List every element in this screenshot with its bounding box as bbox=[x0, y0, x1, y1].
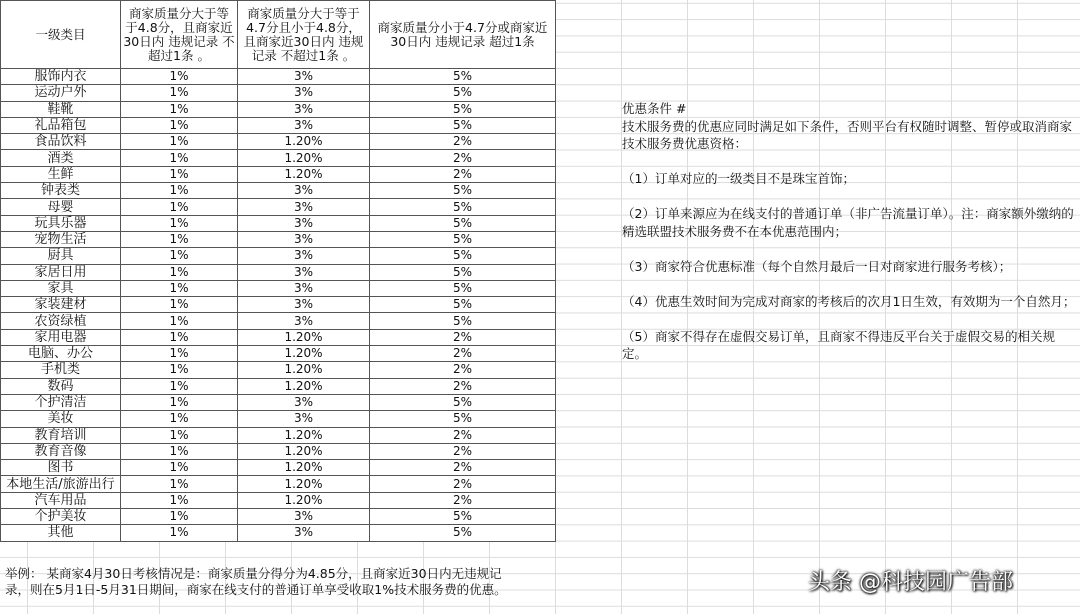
cell-rate-tier-1: 1% bbox=[121, 492, 238, 508]
cell-rate-tier-2: 1.20% bbox=[238, 166, 370, 182]
table-row bbox=[1, 199, 556, 215]
example-line-1: 举例： 某商家4月30日考核情况是：商家质量分得分为4.85分，且商家近30日内无违规记 bbox=[5, 566, 502, 581]
cell-rate-tier-2: 1.20% bbox=[238, 492, 370, 508]
cell-rate-tier-1: 1% bbox=[121, 85, 238, 101]
cell-rate-tier-3: 5% bbox=[370, 183, 556, 199]
cell-rate-tier-2: 1.20% bbox=[238, 476, 370, 492]
cell-category: 其他 bbox=[1, 525, 121, 541]
cell-rate-tier-2: 3% bbox=[238, 183, 370, 199]
table-row bbox=[1, 150, 556, 166]
cell-rate-tier-3: 2% bbox=[370, 329, 556, 345]
cell-category: 母婴 bbox=[1, 199, 121, 215]
table-row bbox=[1, 264, 556, 280]
cell-category: 家具 bbox=[1, 280, 121, 296]
cell-category: 玩具乐器 bbox=[1, 215, 121, 231]
table-row bbox=[1, 460, 556, 476]
cell-rate-tier-3: 5% bbox=[370, 199, 556, 215]
cell-rate-tier-2: 1.20% bbox=[238, 443, 370, 459]
condition-item-3: （3）商家符合优惠标准（每个自然月最后一日对商家进行服务考核）； bbox=[622, 258, 1012, 274]
cell-rate-tier-2: 3% bbox=[238, 313, 370, 329]
cell-category: 农资绿植 bbox=[1, 313, 121, 329]
cell-rate-tier-3: 5% bbox=[370, 215, 556, 231]
cell-category: 食品饮料 bbox=[1, 134, 121, 150]
table-row bbox=[1, 231, 556, 247]
cell-rate-tier-3: 2% bbox=[370, 492, 556, 508]
cell-category: 鞋靴 bbox=[1, 101, 121, 117]
cell-category: 数码 bbox=[1, 378, 121, 394]
conditions-title: 优惠条件 # bbox=[622, 101, 687, 116]
cell-rate-tier-1: 1% bbox=[121, 443, 238, 459]
condition-item-4: （4）优惠生效时间为完成对商家的考核后的次月1日生效，有效期为一个自然月； bbox=[622, 293, 1076, 309]
cell-category: 厨具 bbox=[1, 248, 121, 264]
cell-rate-tier-2: 3% bbox=[238, 117, 370, 133]
cell-rate-tier-3: 5% bbox=[370, 313, 556, 329]
cell-rate-tier-3: 5% bbox=[370, 85, 556, 101]
cell-category: 汽车用品 bbox=[1, 492, 121, 508]
cell-rate-tier-2: 3% bbox=[238, 280, 370, 296]
cell-rate-tier-1: 1% bbox=[121, 183, 238, 199]
cell-rate-tier-3: 5% bbox=[370, 231, 556, 247]
cell-rate-tier-2: 3% bbox=[238, 525, 370, 541]
cell-category: 本地生活/旅游出行 bbox=[1, 476, 121, 492]
cell-rate-tier-1: 1% bbox=[121, 362, 238, 378]
header-tier-2: 商家质量分大于等于4.7分且小于4.8分，且商家近30日内 违规记录 不超过1条 。 bbox=[238, 1, 370, 69]
cell-rate-tier-2: 3% bbox=[238, 509, 370, 525]
table-row bbox=[1, 427, 556, 443]
cell-rate-tier-3: 2% bbox=[370, 346, 556, 362]
cell-rate-tier-3: 5% bbox=[370, 117, 556, 133]
cell-rate-tier-1: 1% bbox=[121, 297, 238, 313]
cell-category: 家用电器 bbox=[1, 329, 121, 345]
conditions-panel bbox=[622, 100, 1078, 363]
table-row bbox=[1, 346, 556, 362]
cell-rate-tier-2: 3% bbox=[238, 394, 370, 410]
cell-rate-tier-3: 2% bbox=[370, 443, 556, 459]
header-tier-3: 商家质量分小于4.7分或商家近30日内 违规记录 超过1条 bbox=[370, 1, 556, 69]
table-row bbox=[1, 215, 556, 231]
watermark: 头条 @科技园广告部 bbox=[808, 570, 1013, 595]
cell-category: 家居日用 bbox=[1, 264, 121, 280]
cell-rate-tier-1: 1% bbox=[121, 134, 238, 150]
cell-rate-tier-2: 1.20% bbox=[238, 378, 370, 394]
cell-rate-tier-1: 1% bbox=[121, 199, 238, 215]
cell-category: 美妆 bbox=[1, 411, 121, 427]
cell-rate-tier-1: 1% bbox=[121, 166, 238, 182]
cell-rate-tier-2: 3% bbox=[238, 85, 370, 101]
cell-rate-tier-1: 1% bbox=[121, 248, 238, 264]
cell-rate-tier-1: 1% bbox=[121, 525, 238, 541]
cell-rate-tier-1: 1% bbox=[121, 476, 238, 492]
cell-rate-tier-2: 1.20% bbox=[238, 460, 370, 476]
cell-rate-tier-1: 1% bbox=[121, 394, 238, 410]
cell-rate-tier-1: 1% bbox=[121, 378, 238, 394]
cell-rate-tier-1: 1% bbox=[121, 346, 238, 362]
cell-category: 图书 bbox=[1, 460, 121, 476]
example-line-2: 录，则在5月1日-5月31日期间，商家在线支付的普通订单享受收取1%技术服务费的优惠。 bbox=[5, 582, 507, 597]
cell-rate-tier-2: 3% bbox=[238, 231, 370, 247]
cell-rate-tier-3: 5% bbox=[370, 509, 556, 525]
cell-rate-tier-3: 5% bbox=[370, 69, 556, 85]
table-row bbox=[1, 166, 556, 182]
cell-rate-tier-3: 2% bbox=[370, 150, 556, 166]
table-row bbox=[1, 329, 556, 345]
cell-rate-tier-2: 3% bbox=[238, 215, 370, 231]
cell-category: 个护清洁 bbox=[1, 394, 121, 410]
cell-rate-tier-3: 2% bbox=[370, 134, 556, 150]
cell-rate-tier-1: 1% bbox=[121, 329, 238, 345]
cell-rate-tier-3: 5% bbox=[370, 297, 556, 313]
table-row bbox=[1, 476, 556, 492]
cell-rate-tier-2: 3% bbox=[238, 264, 370, 280]
cell-rate-tier-2: 1.20% bbox=[238, 329, 370, 345]
cell-rate-tier-1: 1% bbox=[121, 101, 238, 117]
table-row bbox=[1, 378, 556, 394]
condition-item-2: （2）订单来源应为在线支付的普通订单（非广告流量订单）。注：商家额外缴纳的精选联盟技术服务费不在本优惠范围内； bbox=[622, 206, 1074, 239]
cell-rate-tier-3: 5% bbox=[370, 280, 556, 296]
cell-category: 酒类 bbox=[1, 150, 121, 166]
cell-rate-tier-3: 2% bbox=[370, 378, 556, 394]
cell-category: 手机类 bbox=[1, 362, 121, 378]
table-row bbox=[1, 280, 556, 296]
table-row bbox=[1, 492, 556, 508]
cell-rate-tier-1: 1% bbox=[121, 460, 238, 476]
cell-rate-tier-1: 1% bbox=[121, 215, 238, 231]
cell-rate-tier-2: 1.20% bbox=[238, 150, 370, 166]
cell-rate-tier-1: 1% bbox=[121, 150, 238, 166]
cell-category: 生鲜 bbox=[1, 166, 121, 182]
cell-rate-tier-3: 5% bbox=[370, 264, 556, 280]
cell-category: 宠物生活 bbox=[1, 231, 121, 247]
table-row bbox=[1, 117, 556, 133]
cell-rate-tier-1: 1% bbox=[121, 280, 238, 296]
cell-rate-tier-3: 5% bbox=[370, 248, 556, 264]
cell-rate-tier-1: 1% bbox=[121, 411, 238, 427]
cell-rate-tier-1: 1% bbox=[121, 117, 238, 133]
condition-item-5: （5）商家不得存在虚假交易订单，且商家不得违反平台关于虚假交易的相关规定。 bbox=[622, 328, 1055, 361]
cell-rate-tier-2: 3% bbox=[238, 101, 370, 117]
fee-rate-table bbox=[0, 0, 556, 542]
cell-category: 教育培训 bbox=[1, 427, 121, 443]
conditions-intro: 技术服务费的优惠应同时满足如下条件，否则平台有权随时调整、暂停或取消商家技术服务费优惠资格： bbox=[622, 118, 1073, 151]
table-header-row bbox=[1, 1, 556, 69]
cell-rate-tier-3: 2% bbox=[370, 362, 556, 378]
cell-rate-tier-2: 3% bbox=[238, 199, 370, 215]
cell-rate-tier-1: 1% bbox=[121, 427, 238, 443]
spreadsheet-grid-header-area bbox=[555, 0, 1080, 68]
cell-rate-tier-2: 1.20% bbox=[238, 362, 370, 378]
cell-rate-tier-3: 2% bbox=[370, 476, 556, 492]
cell-rate-tier-2: 1.20% bbox=[238, 427, 370, 443]
table-row bbox=[1, 411, 556, 427]
cell-category: 钟表类 bbox=[1, 183, 121, 199]
cell-category: 服饰内衣 bbox=[1, 69, 121, 85]
cell-category: 家装建材 bbox=[1, 297, 121, 313]
cell-rate-tier-2: 3% bbox=[238, 297, 370, 313]
cell-rate-tier-2: 3% bbox=[238, 411, 370, 427]
cell-rate-tier-3: 2% bbox=[370, 166, 556, 182]
table-row bbox=[1, 134, 556, 150]
cell-rate-tier-3: 5% bbox=[370, 394, 556, 410]
cell-rate-tier-2: 3% bbox=[238, 248, 370, 264]
cell-category: 礼品箱包 bbox=[1, 117, 121, 133]
cell-rate-tier-3: 5% bbox=[370, 411, 556, 427]
cell-rate-tier-2: 3% bbox=[238, 69, 370, 85]
cell-category: 教育音像 bbox=[1, 443, 121, 459]
example-note bbox=[5, 566, 560, 598]
table-row bbox=[1, 248, 556, 264]
header-tier-1: 商家质量分大于等于4.8分，且商家近30日内 违规记录 不超过1条 。 bbox=[121, 1, 238, 69]
table-row bbox=[1, 509, 556, 525]
cell-rate-tier-1: 1% bbox=[121, 264, 238, 280]
table-row bbox=[1, 443, 556, 459]
table-row bbox=[1, 362, 556, 378]
cell-rate-tier-3: 5% bbox=[370, 525, 556, 541]
cell-rate-tier-1: 1% bbox=[121, 231, 238, 247]
condition-item-1: （1）订单对应的一级类目不是珠宝首饰； bbox=[622, 171, 855, 186]
cell-category: 电脑、办公 bbox=[1, 346, 121, 362]
cell-rate-tier-1: 1% bbox=[121, 313, 238, 329]
cell-rate-tier-3: 5% bbox=[370, 101, 556, 117]
cell-rate-tier-1: 1% bbox=[121, 509, 238, 525]
table-row bbox=[1, 525, 556, 541]
table-row bbox=[1, 101, 556, 117]
table-row bbox=[1, 313, 556, 329]
cell-rate-tier-3: 2% bbox=[370, 427, 556, 443]
cell-rate-tier-2: 1.20% bbox=[238, 134, 370, 150]
table-row bbox=[1, 85, 556, 101]
table-row bbox=[1, 394, 556, 410]
cell-rate-tier-3: 2% bbox=[370, 460, 556, 476]
cell-rate-tier-1: 1% bbox=[121, 69, 238, 85]
header-category: 一级类目 bbox=[1, 1, 121, 69]
table-row bbox=[1, 69, 556, 85]
cell-category: 运动户外 bbox=[1, 85, 121, 101]
cell-rate-tier-2: 1.20% bbox=[238, 346, 370, 362]
cell-category: 个护美妆 bbox=[1, 509, 121, 525]
table-row bbox=[1, 297, 556, 313]
table-row bbox=[1, 183, 556, 199]
